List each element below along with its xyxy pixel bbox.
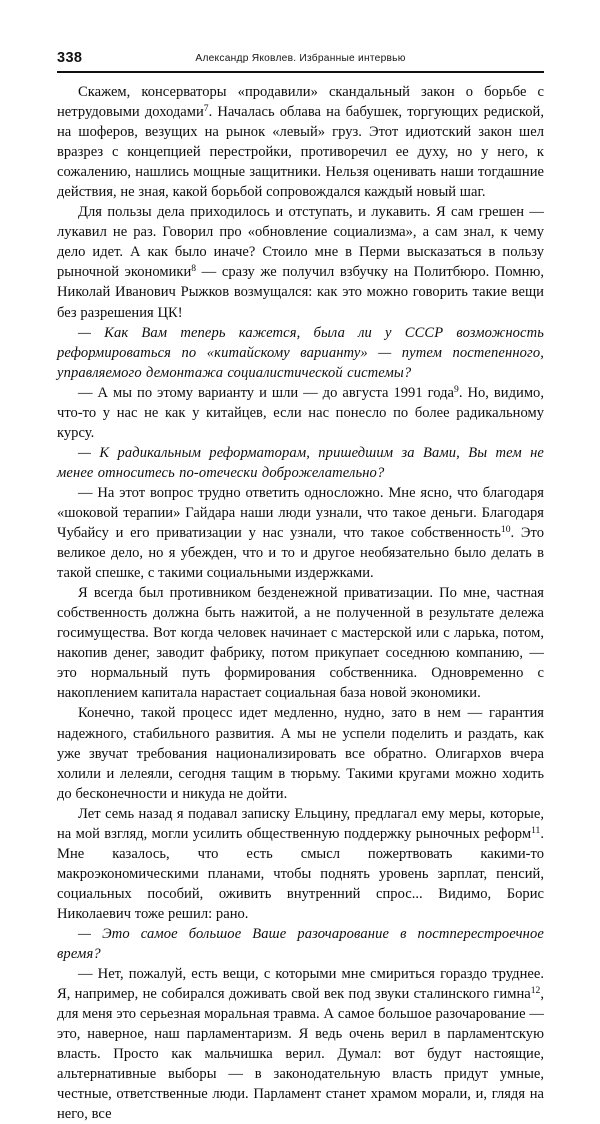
body-paragraph: Лет семь назад я подавал записку Ельцину, предлагал ему меры, которые, на мой взгляд, могли усилить общественную поддержку рыночных реформ$^{11}$. Мне казалось, что есть смысл пожертвовать какими-то макроэкономическими планами, чтобы поднять уровень зарплат, пенсий, социальных пособий, оживить внутренний спрос... Видимо, Борис Николаевич тоже решил: рано.	[57, 805, 544, 922]
running-title: Александр Яковлев. Избранные интервью	[195, 53, 406, 64]
interview-question: — К радикальным реформаторам, пришедшим за Вами, Вы тем не менее относитесь по-отечески доброжелательно?	[57, 444, 544, 481]
interview-question: — Это самое большое Ваше разочарование в постперестроечное время?	[57, 925, 544, 963]
body-text	[57, 82, 544, 1124]
footnote-marker[interactable]: 11	[531, 824, 541, 836]
body-paragraph: Конечно, такой процесс идет медленно, нудно, зато в нем — гарантия надежного, стабильного развития. А мы не успели поделить и раздать, как уже звучат требования национализировать все обратно. Олигархов вчера холили и лелеяли, сегодня тащим в тюрьму. Такими кругами можно ходить до бесконечности и никуда не дойти.	[57, 705, 544, 802]
interview-question: — Как Вам теперь кажется, была ли у СССР возможность реформироваться по «китайскому варианту» — путем постепенного, управляемого демонтажа социалистической системы?	[57, 324, 544, 381]
body-paragraph: — Нет, пожалуй, есть вещи, с которыми мне смириться гораздо труднее. Я, например, не собирался доживать свой век под звуки сталинского гимна$^{12}$, для меня это серьезная моральная травма. А самое большое разочарование — это, наверное, наш парламентаризм. Я ведь очень верил в парламентскую власть. Просто как мальчишка верил. Думал: вот будут настоящие, альтернативные выборы — в законодательную власть придут умные, честные, ответственные люди. Парламент станет храмом морали, и, глядя на него, все	[57, 966, 544, 1123]
footnote-marker[interactable]: 8	[191, 263, 197, 275]
body-paragraph: — На этот вопрос трудно ответить односложно. Мне ясно, что благодаря «шоковой терапии» Гайдара наши люди узнали, что такое деньги. Благодаря Чубайсу и его приватизации у нас узнали, что такое собственность$^{10}$. Это великое дело, но я убежден, что и то и другое необязательно было делать в такой спешке, с такими социальными издержками.	[57, 484, 544, 582]
footnote-marker[interactable]: 12	[530, 985, 541, 997]
footnote-marker[interactable]: 10	[500, 524, 511, 536]
body-paragraph: Для пользы дела приходилось и отступать, и лукавить. Я сам грешен — лукавил не раз. Говорил про «обновление социализма», а сам знал, к чему дело идет. А как было иначе? Стоило мне в Перми высказаться в пользу рыночной экономики$^8$ — сразу же получил взбучку на Политбюро. Помню, Николай Иванович Рыжков возмущался: как это можно говорить такие вещи без разрешения ЦК!	[57, 204, 544, 321]
header-rule	[57, 71, 544, 73]
body-paragraph: Скажем, консерваторы «продавили» скандальный закон о борьбе с нетрудовыми доходами$^7$. Началась облава на бабушек, торгующих редиской, на шоферов, везущих на рынок «левый» груз. Этот идиотский закон шел вразрез с концепцией перестройки, противоречил ее духу, но у него, к сожалению, нашлись мощные защитники. Нельзя оценивать наши тогдашние действия, не зная, какой борьбой сопровождался каждый новый шаг.	[57, 84, 544, 201]
footnote-marker[interactable]: 7	[203, 103, 209, 115]
page-number: 338	[57, 50, 83, 66]
body-paragraph: Я всегда был противником безденежной приватизации. По мне, частная собственность должна быть нажитой, а не полученной в результате дележа госимущества. Вот когда человек начинает с мастерской или с ларька, потом, накопив денег, заводит фабрику, потом прикупает соседнюю компанию, — это нормальный путь формирования собственника. Одновременно с накоплением капитала нарастает социальная база новой экономики.	[57, 585, 544, 702]
body-paragraph: — А мы по этому варианту и шли — до августа 1991 года$^9$. Но, видимо, что-то у нас не как у китайцев, если нас понесло по более радикальному курсу.	[57, 383, 545, 441]
footnote-marker[interactable]: 9	[454, 383, 459, 395]
running-head	[57, 50, 544, 72]
